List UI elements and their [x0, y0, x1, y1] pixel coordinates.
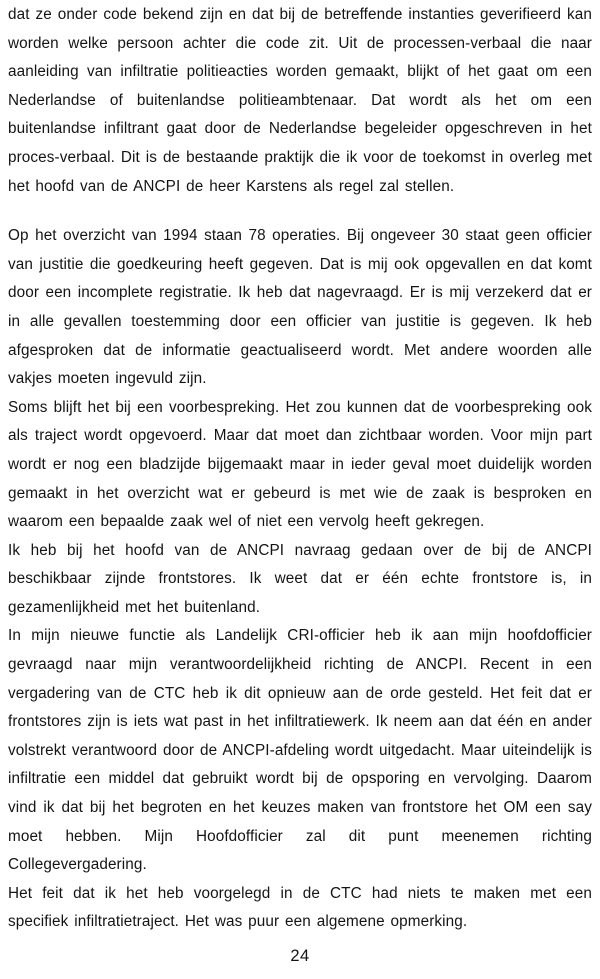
paragraph-cri-officier: In mijn nieuwe functie als Landelijk CRI-officier heb ik aan mijn hoofdofficier gevraagd naar mijn verantwoordelijkheid richting de ANCPI. Recent in een vergadering van de CTC heb ik dit opnieuw aan de orde gesteld. Het feit dat er frontstores zijn is iets wat past in het infiltratiewerk. Ik neem aan dat één en ander volstrekt verantwoord door de ANCPI-afdeling wordt uitgedacht. Maar uiteindelijk is infiltratie een middel dat gebruikt wordt bij de opsporing en vervolging. Daarom vind ik dat bij het begroten en het keuzes maken van frontstore het OM een say moet hebben. Mijn Hoofdofficier zal dit punt meenemen richting Collegevergadering. — [8, 627, 592, 874]
paragraph-voorbespreking: Soms blijft het bij een voorbespreking. Het zou kunnen dat de voorbespreking ook als traject wordt opgevoerd. Maar dat moet dan zichtbaar worden. Voor mijn part wordt er nog een bladzijde bijgemaakt maar in ieder geval moet duidelijk worden gemaakt in het overzicht wat er gebeurd is met wie de zaak is besproken en waarom een bepaalde zaak wel of niet een vervolg heeft gekregen. — [8, 398, 592, 531]
paragraph-code-verification: dat ze onder code bekend zijn en dat bij de betreffende instanties geverifieerd kan worden welke persoon achter die code zit. Uit de processen-verbaal die naar aanleiding van infiltratie politieacties worden gemaakt, blijkt of het gaat om een Nederlandse of buitenlandse politieambtenaar. Dat wordt als het om een buitenlandse infiltrant gaat door de Nederlandse begeleider opgeschreven in het proces-verbaal. Dit is de bestaande praktijk die ik voor de toekomst in overleg met het hoofd van de ANCPI de heer Karstens als regel zal stellen. — [8, 6, 592, 195]
paragraph-overzicht-1994: Op het overzicht van 1994 staan 78 operaties. Bij ongeveer 30 staat geen officier van justitie die goedkeuring heeft gegeven. Dat is mij ook opgevallen en dat komt door een incomplete registratie. Ik heb dat nagevraagd. Er is mij verzekerd dat er in alle gevallen toestemming door een officier van justitie is gegeven. Ik heb afgesproken dat de informatie geactualiseerd wordt. Met andere woorden alle vakjes moeten ingevuld zijn. — [8, 227, 592, 388]
paragraph-ctc-opmerking: Het feit dat ik het heb voorgelegd in de CTC had niets te maken met een specifiek infiltratietraject. Het was puur een algemene opmerking. — [8, 884, 592, 931]
document-text — [8, 1, 592, 937]
page-number: 24 — [290, 947, 310, 965]
paragraph-frontstores-navraag: Ik heb bij het hoofd van de ANCPI navraag gedaan over de bij de ANCPI beschikbaar zijnde frontstores. Ik weet dat er één echte frontstore is, in gezamenlijkheid met het buitenland. — [8, 541, 592, 616]
